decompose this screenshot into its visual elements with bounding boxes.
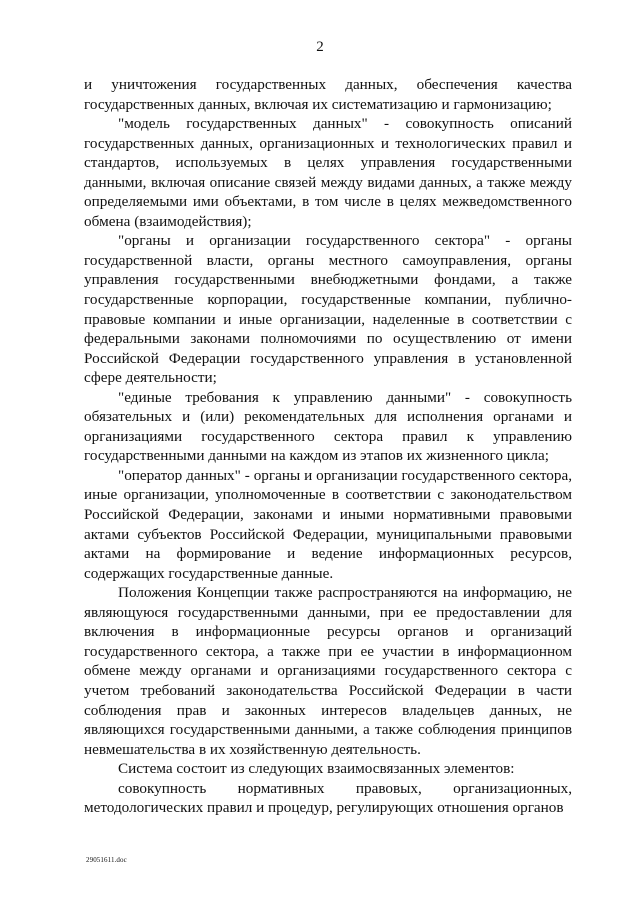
paragraph-definition-data-operator: "оператор данных" - органы и организации государственного сектора, иные организации, уполномоченные в соответствии с законодательством Российской Федерации, законами и иными нормативными правовыми актами субъектов Российской Федерации, муниципальными правовыми актами на формирование и ведение информационных ресурсов, содержащих государственные данные. [84, 466, 572, 582]
paragraph-concept-scope: Положения Концепции также распространяются на информацию, не являющуюся государственными данными, при ее предоставлении для включения в информационные ресурсы органов и организаций государственного сектора, а также при ее участии в информационном обмене между органами и организациями государственного сектора с учетом требований законодательства Российской Федерации в части соблюдения прав и законных интересов владельцев данных, не являющихся государственными данными, а также соблюдения принципов невмешательства в их хозяйственную деятельность. [84, 584, 572, 758]
document-body [84, 75, 572, 818]
page-number: 2 [316, 39, 324, 55]
paragraph-definition-unified-requirements: "единые требования к управлению данными" - совокупность обязательных и (или) рекомендательных для исполнения органами и организациями государственного сектора правил к управлению государственными данными на каждом из этапов их жизненного цикла; [84, 388, 572, 465]
footer-file-name: 29051611.doc [86, 856, 127, 864]
paragraph-definition-data-model: "модель государственных данных" - совокупность описаний государственных данных, организационных и технологических правил и стандартов, используемых в целях управления государственными данными, включая описание связей между видами данных, а также между определяемыми ими объектами, в том числе в целях межведомственного обмена (взаимодействия); [84, 115, 572, 230]
paragraph-system-element-regulations: совокупность нормативных правовых, организационных, методологических правил и процедур, регулирующих отношения органов [84, 779, 572, 817]
paragraph-system-elements-intro: Система состоит из следующих взаимосвязанных элементов: [118, 760, 515, 778]
paragraph-definition-public-sector-bodies: "органы и организации государственного сектора" - органы государственной власти, органы местного самоуправления, органы управления государственными внебюджетными фондами, а также государственные корпорации, государственные компании, публично-правовые компании и иные организации, наделенные в соответствии с федеральными законами полномочиями по осуществлению от имени Российской Федерации государственного управления в установленной сфере деятельности; [84, 232, 572, 387]
paragraph-continuation: и уничтожения государственных данных, обеспечения качества государственных данных, включая их систематизацию и гармонизацию; [84, 76, 572, 113]
